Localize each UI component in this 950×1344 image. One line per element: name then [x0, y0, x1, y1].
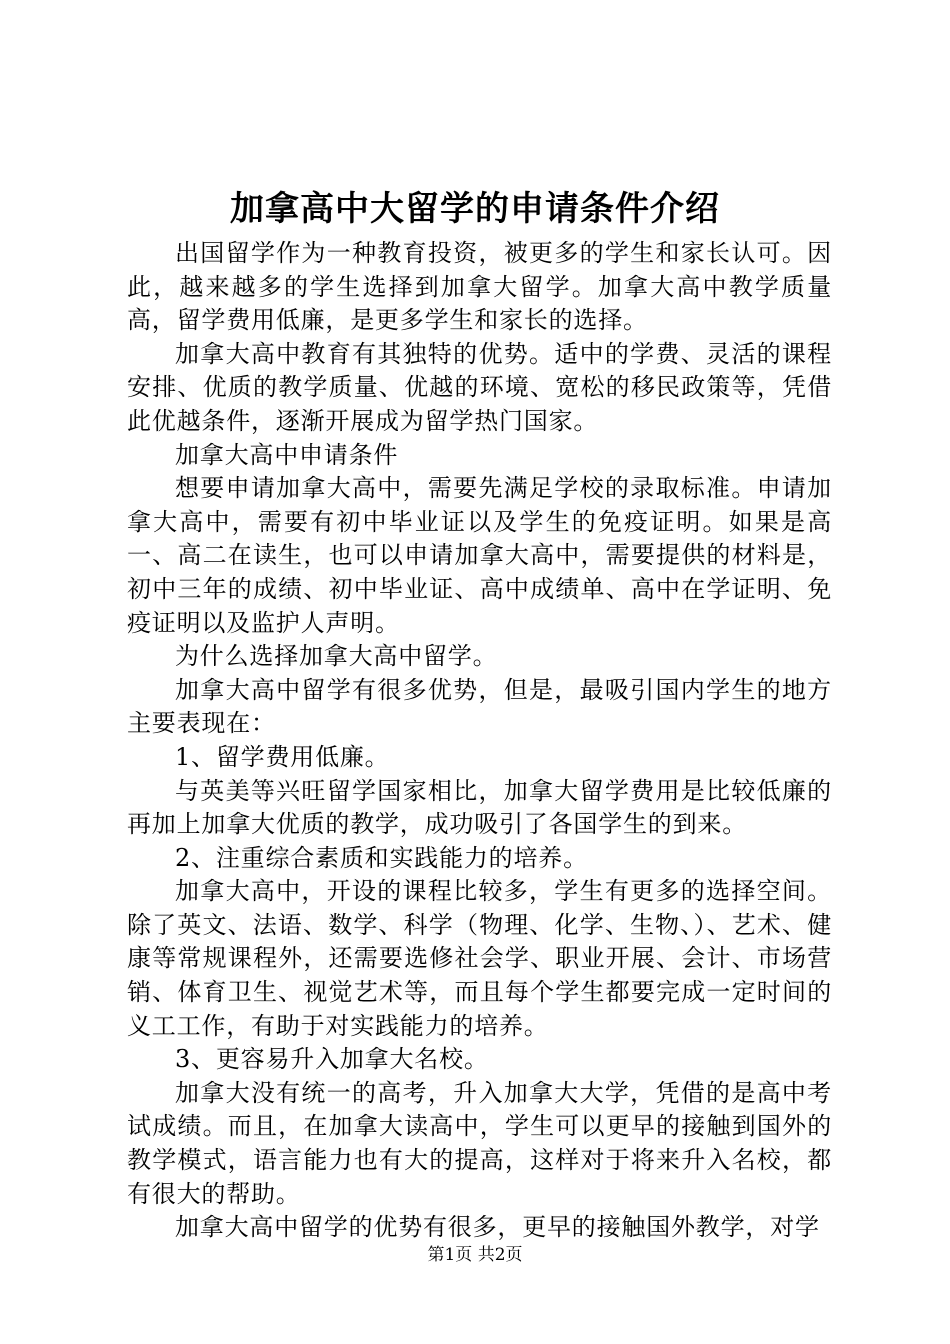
page-footer: 第1页 共2页 [427, 1245, 523, 1265]
paragraph-5: 与英美等兴旺留学国家相比，加拿大留学费用是比较低廉的再加上加拿大优质的教学，成功吸引了各国学生的到来。 [127, 776, 832, 839]
paragraph-1: 出国留学作为一种教育投资，被更多的学生和家长认可。因此，越来越多的学生选择到加拿大留学。加拿大高中教学质量高，留学费用低廉，是更多学生和家长的选择。 [127, 239, 832, 335]
document-body [127, 237, 832, 1245]
section-heading-application-conditions: 加拿大高中申请条件 [175, 440, 399, 469]
paragraph-4: 加拿大高中留学有很多优势，但是，最吸引国内学生的地方主要表现在： [127, 675, 832, 738]
list-item-2-heading: 2、注重综合素质和实践能力的培养。 [175, 843, 588, 872]
list-item-1-heading: 1、留学费用低廉。 [175, 742, 390, 771]
list-item-3-heading: 3、更容易升入加拿大名校。 [175, 1045, 489, 1074]
paragraph-2: 加拿大高中教育有其独特的优势。适中的学费、灵活的课程安排、优质的教学质量、优越的环境、宽松的移民政策等，凭借此优越条件，逐渐开展成为留学热门国家。 [127, 339, 832, 435]
paragraph-7: 加拿大没有统一的高考，升入加拿大大学，凭借的是高中考试成绩。而且，在加拿大读高中，学生可以更早的接触到国外的教学模式，语言能力也有大的提高，这样对于将来升入名校，都有很大的帮助。 [127, 1078, 832, 1208]
paragraph-8: 加拿大高中留学的优势有很多，更早的接触国外教学，对学 [175, 1213, 820, 1242]
paragraph-6: 加拿大高中，开设的课程比较多，学生有更多的选择空间。除了英文、法语、数学、科学（物理、化学、生物、）、艺术、健康等常规课程外，还需要选修社会学、职业开展、会计、市场营销、体育卫生、视觉艺术等，而且每个学生都要完成一定时间的义工工作，有助于对实践能力的培养。 [127, 877, 832, 1040]
paragraph-3: 想要申请加拿大高中，需要先满足学校的录取标准。申请加拿大高中，需要有初中毕业证以及学生的免疫证明。如果是高一、高二在读生，也可以申请加拿大高中，需要提供的材料是，初中三年的成绩、初中毕业证、高中成绩单、高中在学证明、免疫证明以及监护人声明。 [127, 474, 832, 637]
section-heading-why-choose: 为什么选择加拿大高中留学。 [175, 642, 498, 671]
document-title: 加拿高中大留学的申请条件介绍 [230, 189, 720, 229]
